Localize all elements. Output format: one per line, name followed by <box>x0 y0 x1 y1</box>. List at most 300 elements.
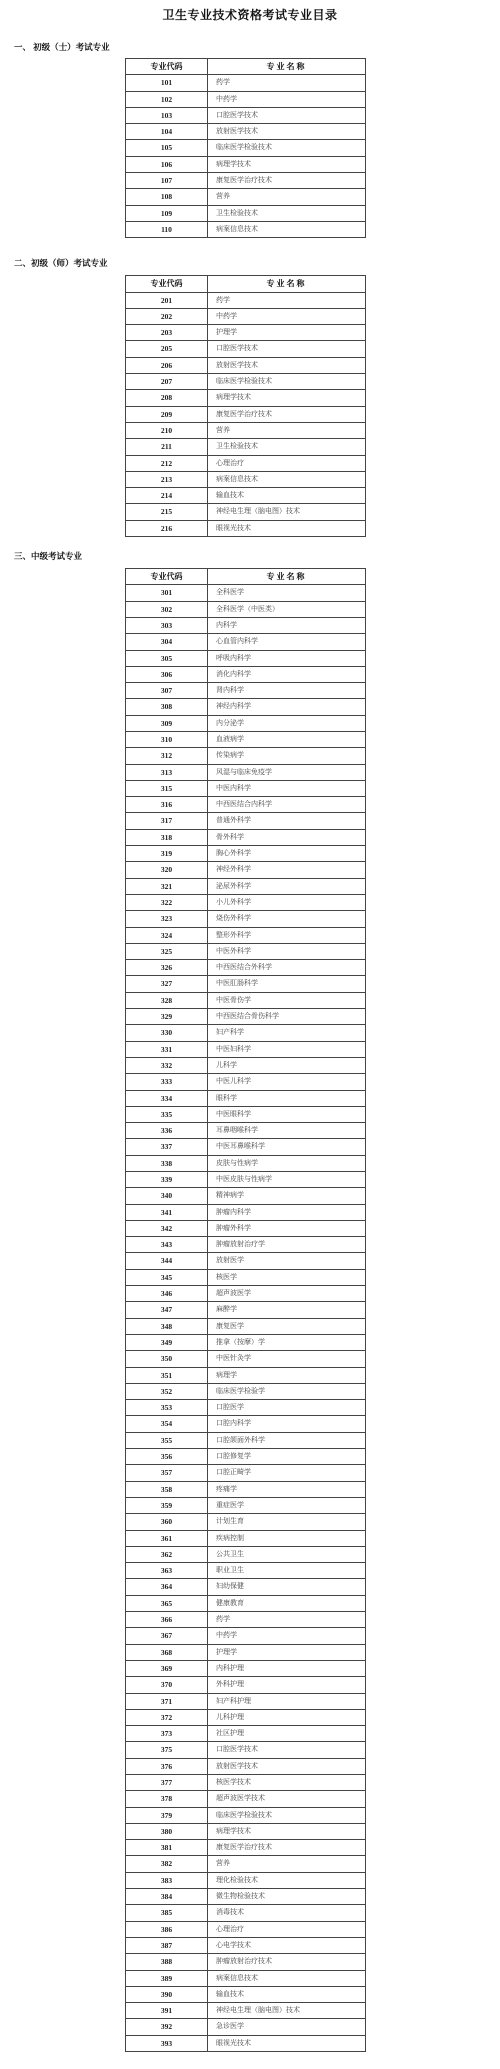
specialty-name-cell: 临床医学检验技术 <box>216 1810 272 1819</box>
specialty-code-cell: 312 <box>126 748 208 763</box>
specialty-code-cell: 373 <box>126 1726 208 1741</box>
specialty-name-cell: 护理学 <box>216 1647 237 1656</box>
specialty-code-cell: 323 <box>126 911 208 926</box>
table-row <box>126 1514 365 1530</box>
specialty-code-cell: 370 <box>126 1677 208 1692</box>
specialty-name-cell: 卫生检验技术 <box>216 208 258 217</box>
table-row <box>126 1791 365 1807</box>
specialty-code-cell: 382 <box>126 1856 208 1871</box>
specialty-name-cell: 口腔正畸学 <box>216 1468 251 1477</box>
table-row <box>126 1710 365 1726</box>
specialty-name-cell: 口腔医学技术 <box>216 110 258 119</box>
table-header-row <box>126 59 365 75</box>
specialty-name-cell: 肿瘤放射治疗学 <box>216 1240 265 1249</box>
specialty-name-cell: 口腔医学技术 <box>216 344 258 353</box>
specialty-code-cell: 109 <box>126 206 208 221</box>
specialty-code-cell: 328 <box>126 993 208 1008</box>
specialty-name-cell: 肾内科学 <box>216 686 244 695</box>
specialty-name-cell: 超声波医学技术 <box>216 1794 265 1803</box>
specialty-code-cell: 366 <box>126 1612 208 1627</box>
specialty-name-cell: 公共卫生 <box>216 1549 244 1558</box>
table-row <box>126 797 365 813</box>
specialty-name-cell: 推拿（按摩）学 <box>216 1337 265 1346</box>
table-row <box>126 585 365 601</box>
table-row <box>126 1107 365 1123</box>
specialty-code-cell: 351 <box>126 1368 208 1383</box>
table-row <box>126 1042 365 1058</box>
section-junior-shi-senior <box>0 256 500 537</box>
specialty-name-cell: 风湿与临床免疫学 <box>216 767 272 776</box>
specialty-code-cell: 330 <box>126 1025 208 1040</box>
specialty-name-cell: 卫生检验技术 <box>216 442 258 451</box>
specialty-name-cell: 儿科学 <box>216 1060 237 1069</box>
table-row <box>126 1775 365 1791</box>
specialty-name-cell: 病理学技术 <box>216 1826 251 1835</box>
specialty-code-cell: 209 <box>126 407 208 422</box>
specialty-code-cell: 367 <box>126 1628 208 1643</box>
table-row <box>126 1416 365 1432</box>
table-row <box>126 92 365 108</box>
specialty-name-cell: 眼科学 <box>216 1093 237 1102</box>
specialty-name-cell: 胸心外科学 <box>216 849 251 858</box>
specialty-code-cell: 379 <box>126 1808 208 1823</box>
specialty-name-cell: 神经电生理（脑电图）技术 <box>216 507 300 516</box>
table-row <box>126 1025 365 1041</box>
specialty-name-cell: 急诊医学 <box>216 2022 244 2031</box>
specialty-name-cell: 肿瘤内科学 <box>216 1207 251 1216</box>
specialty-code-cell: 337 <box>126 1139 208 1154</box>
table-row <box>126 1433 365 1449</box>
specialty-name-cell: 职业卫生 <box>216 1566 244 1575</box>
specialty-code-cell: 392 <box>126 2019 208 2034</box>
table-row <box>126 667 365 683</box>
table-row <box>126 407 365 423</box>
specialty-name-cell: 放射医学技术 <box>216 127 258 136</box>
specialty-name-cell: 中西医结合骨伤科学 <box>216 1012 279 1021</box>
table-row <box>126 1938 365 1954</box>
table-row <box>126 748 365 764</box>
table-row <box>126 504 365 520</box>
table-row <box>126 1302 365 1318</box>
table-row <box>126 1563 365 1579</box>
specialty-code-cell: 307 <box>126 683 208 698</box>
specialty-code-cell: 389 <box>126 1971 208 1986</box>
table-row <box>126 293 365 309</box>
table-row <box>126 1694 365 1710</box>
table-row <box>126 993 365 1009</box>
table-row <box>126 1009 365 1025</box>
specialty-code-cell: 353 <box>126 1400 208 1415</box>
specialty-code-cell: 212 <box>126 456 208 471</box>
specialty-name-cell: 眼视光技术 <box>216 2038 251 2047</box>
specialty-code-cell: 308 <box>126 699 208 714</box>
column-header-code: 专业代码 <box>126 59 208 74</box>
specialty-code-cell: 341 <box>126 1205 208 1220</box>
specialty-name-cell: 耳鼻咽喉科学 <box>216 1126 258 1135</box>
column-header-name: 专业名称 <box>266 572 307 582</box>
specialty-name-cell: 内分泌学 <box>216 718 244 727</box>
specialty-name-cell: 麻醉学 <box>216 1305 237 1314</box>
specialty-code-cell: 215 <box>126 504 208 519</box>
table-row <box>126 75 365 91</box>
specialty-code-cell: 354 <box>126 1416 208 1431</box>
specialty-code-cell: 305 <box>126 651 208 666</box>
specialty-code-cell: 319 <box>126 846 208 861</box>
table-header-row <box>126 569 365 585</box>
table-row <box>126 1612 365 1628</box>
table-row <box>126 1139 365 1155</box>
specialty-name-cell: 微生物检验技术 <box>216 1892 265 1901</box>
specialty-code-cell: 381 <box>126 1840 208 1855</box>
table-row <box>126 439 365 455</box>
specialty-name-cell: 康复医学治疗技术 <box>216 176 272 185</box>
table-row <box>126 813 365 829</box>
table-row <box>126 423 365 439</box>
column-header-code: 专业代码 <box>126 276 208 291</box>
specialty-name-cell: 中医骨伤学 <box>216 995 251 1004</box>
table-row <box>126 1319 365 1335</box>
table-row <box>126 157 365 173</box>
specialty-name-cell: 中医内科学 <box>216 783 251 792</box>
specialty-name-cell: 中医皮肤与性病学 <box>216 1175 272 1183</box>
specialty-code-cell: 320 <box>126 862 208 877</box>
table-row <box>126 928 365 944</box>
specialty-code-cell: 352 <box>126 1384 208 1399</box>
specialty-name-cell: 中药学 <box>216 94 237 103</box>
specialty-code-cell: 303 <box>126 618 208 633</box>
section-heading: 三、中级考试专业 <box>14 551 83 562</box>
specialty-name-cell: 超声波医学 <box>216 1289 251 1298</box>
specialty-code-cell: 349 <box>126 1335 208 1350</box>
table-row <box>126 488 365 504</box>
specialty-code-cell: 206 <box>126 358 208 373</box>
specialty-code-cell: 388 <box>126 1954 208 1969</box>
specialty-code-cell: 316 <box>126 797 208 812</box>
specialty-code-cell: 332 <box>126 1058 208 1073</box>
specialty-code-cell: 350 <box>126 1351 208 1366</box>
table-row <box>126 1123 365 1139</box>
specialty-name-cell: 中医眼科学 <box>216 1109 251 1118</box>
table-row <box>126 895 365 911</box>
specialty-name-cell: 核医学 <box>216 1272 237 1281</box>
specialty-code-cell: 318 <box>126 830 208 845</box>
table-row <box>126 765 365 781</box>
specialty-code-cell: 342 <box>126 1221 208 1236</box>
specialty-code-cell: 335 <box>126 1107 208 1122</box>
table-row <box>126 1840 365 1856</box>
table-row <box>126 1856 365 1872</box>
table-row <box>126 1286 365 1302</box>
table-row <box>126 1596 365 1612</box>
specialty-code-cell: 378 <box>126 1791 208 1806</box>
specialty-code-cell: 348 <box>126 1319 208 1334</box>
specialty-code-cell: 207 <box>126 374 208 389</box>
specialty-code-cell: 310 <box>126 732 208 747</box>
table-row <box>126 1824 365 1840</box>
specialty-name-cell: 核医学技术 <box>216 1777 251 1786</box>
section-heading: 一、 初级（士）考试专业 <box>14 42 110 52</box>
specialty-code-cell: 391 <box>126 2003 208 2018</box>
specialty-code-cell: 340 <box>126 1188 208 1203</box>
specialty-code-cell: 361 <box>126 1531 208 1546</box>
specialty-code-cell: 386 <box>126 1922 208 1937</box>
table-row <box>126 374 365 390</box>
specialty-name-cell: 中药学 <box>216 311 237 320</box>
specialty-code-cell: 359 <box>126 1498 208 1513</box>
table-row <box>126 1628 365 1644</box>
specialty-name-cell: 神经电生理（脑电图）技术 <box>216 2006 300 2015</box>
table-row <box>126 862 365 878</box>
specialty-code-cell: 302 <box>126 602 208 617</box>
table-row <box>126 1987 365 2003</box>
table-row <box>126 944 365 960</box>
specialty-name-cell: 儿科护理 <box>216 1712 244 1721</box>
table-row <box>126 879 365 895</box>
table-row <box>126 1368 365 1384</box>
table-row <box>126 1270 365 1286</box>
specialty-code-cell: 334 <box>126 1091 208 1106</box>
column-header-name: 专业名称 <box>266 62 307 71</box>
specialty-name-cell: 神经外科学 <box>216 865 251 874</box>
specialty-code-cell: 216 <box>126 521 208 536</box>
specialty-name-cell: 康复医学治疗技术 <box>216 409 272 418</box>
specialty-name-cell: 眼视光技术 <box>216 523 251 532</box>
specialty-name-cell: 外科护理 <box>216 1680 244 1689</box>
specialty-name-cell: 药学 <box>216 78 230 87</box>
table-row <box>126 2036 365 2052</box>
specialty-name-cell: 神经内科学 <box>216 702 251 711</box>
specialty-code-cell: 375 <box>126 1742 208 1757</box>
specialty-code-cell: 360 <box>126 1514 208 1529</box>
table-row <box>126 1351 365 1367</box>
specialty-name-cell: 病理学技术 <box>216 159 251 168</box>
table-row <box>126 390 365 406</box>
specialty-code-cell: 105 <box>126 140 208 155</box>
specialty-code-cell: 356 <box>126 1449 208 1464</box>
specialty-name-cell: 呼吸内科学 <box>216 653 251 662</box>
table-row <box>126 1922 365 1938</box>
table-row <box>126 781 365 797</box>
specialty-code-cell: 364 <box>126 1579 208 1594</box>
table-row <box>126 1335 365 1351</box>
table-row <box>126 1384 365 1400</box>
specialty-code-cell: 376 <box>126 1759 208 1774</box>
specialty-code-cell: 385 <box>126 1905 208 1920</box>
specialty-code-cell: 371 <box>126 1694 208 1709</box>
table-row <box>126 1074 365 1090</box>
table-row <box>126 2019 365 2035</box>
specialty-name-cell: 中医儿科学 <box>216 1077 251 1086</box>
specialty-name-cell: 营养 <box>216 1859 230 1868</box>
table-row <box>126 1661 365 1677</box>
specialty-name-cell: 整形外科学 <box>216 930 251 939</box>
specialty-name-cell: 中医针灸学 <box>216 1354 251 1363</box>
table-row <box>126 1188 365 1204</box>
table-row <box>126 976 365 992</box>
specialty-code-cell: 213 <box>126 472 208 487</box>
document-title: 卫生专业技术资格考试专业目录 <box>162 8 338 22</box>
specialty-code-cell: 343 <box>126 1237 208 1252</box>
table-row <box>126 1579 365 1595</box>
specialty-code-cell: 368 <box>126 1645 208 1660</box>
table-row <box>126 1449 365 1465</box>
specialty-code-cell: 346 <box>126 1286 208 1301</box>
table-row <box>126 1205 365 1221</box>
table-row <box>126 1905 365 1921</box>
table-row <box>126 521 365 537</box>
table-row <box>126 1742 365 1758</box>
specialty-code-cell: 101 <box>126 75 208 90</box>
specialty-code-cell: 387 <box>126 1938 208 1953</box>
table-row <box>126 189 365 205</box>
table-row <box>126 1221 365 1237</box>
specialty-name-cell: 妇产科护理 <box>216 1696 251 1705</box>
specialty-code-cell: 331 <box>126 1042 208 1057</box>
table-body <box>126 75 365 238</box>
table-row <box>126 1465 365 1481</box>
specialty-name-cell: 药学 <box>216 1615 230 1624</box>
specialty-table <box>125 568 366 2052</box>
specialty-code-cell: 344 <box>126 1253 208 1268</box>
specialty-name-cell: 精神病学 <box>216 1191 244 1200</box>
table-row <box>126 472 365 488</box>
specialty-name-cell: 传染病学 <box>216 751 244 760</box>
table-row <box>126 1954 365 1970</box>
table-body <box>126 585 365 2052</box>
specialty-code-cell: 336 <box>126 1123 208 1138</box>
table-row <box>126 1531 365 1547</box>
specialty-name-cell: 放射医学技术 <box>216 360 258 369</box>
specialty-code-cell: 304 <box>126 634 208 649</box>
specialty-code-cell: 301 <box>126 585 208 600</box>
specialty-code-cell: 205 <box>126 341 208 356</box>
specialty-name-cell: 病理学技术 <box>216 393 251 402</box>
specialty-code-cell: 214 <box>126 488 208 503</box>
table-row <box>126 456 365 472</box>
specialty-code-cell: 347 <box>126 1302 208 1317</box>
specialty-name-cell: 输血技术 <box>216 1989 244 1998</box>
specialty-name-cell: 口腔医学技术 <box>216 1745 258 1754</box>
table-row <box>126 1091 365 1107</box>
specialty-code-cell: 383 <box>126 1873 208 1888</box>
specialty-name-cell: 健康教育 <box>216 1598 244 1607</box>
table-row <box>126 830 365 846</box>
specialty-code-cell: 363 <box>126 1563 208 1578</box>
specialty-table <box>125 58 366 238</box>
specialty-code-cell: 327 <box>126 976 208 991</box>
table-row <box>126 602 365 618</box>
specialty-name-cell: 计划生育 <box>216 1517 244 1526</box>
specialty-code-cell: 338 <box>126 1156 208 1171</box>
table-row <box>126 1759 365 1775</box>
table-row <box>126 732 365 748</box>
table-row <box>126 108 365 124</box>
specialty-code-cell: 345 <box>126 1270 208 1285</box>
specialty-name-cell: 内科护理 <box>216 1663 244 1672</box>
table-row <box>126 716 365 732</box>
table-row <box>126 140 365 156</box>
specialty-code-cell: 106 <box>126 157 208 172</box>
specialty-name-cell: 营养 <box>216 192 230 201</box>
table-row <box>126 1172 365 1188</box>
specialty-name-cell: 药学 <box>216 295 230 304</box>
table-row <box>126 1889 365 1905</box>
specialty-name-cell: 理化检验技术 <box>216 1875 258 1884</box>
specialty-code-cell: 380 <box>126 1824 208 1839</box>
specialty-code-cell: 309 <box>126 716 208 731</box>
specialty-code-cell: 333 <box>126 1074 208 1089</box>
specialty-name-cell: 皮肤与性病学 <box>216 1158 258 1167</box>
specialty-code-cell: 365 <box>126 1596 208 1611</box>
specialty-code-cell: 104 <box>126 124 208 139</box>
specialty-code-cell: 103 <box>126 108 208 123</box>
specialty-code-cell: 322 <box>126 895 208 910</box>
specialty-code-cell: 202 <box>126 309 208 324</box>
specialty-name-cell: 口腔颌面外科学 <box>216 1435 265 1444</box>
specialty-code-cell: 208 <box>126 390 208 405</box>
specialty-name-cell: 消毒技术 <box>216 1908 244 1917</box>
table-row <box>126 911 365 927</box>
specialty-code-cell: 377 <box>126 1775 208 1790</box>
table-row <box>126 651 365 667</box>
specialty-name-cell: 心电学技术 <box>216 1940 251 1949</box>
table-body <box>126 293 365 537</box>
specialty-code-cell: 108 <box>126 189 208 204</box>
specialty-code-cell: 390 <box>126 1987 208 2002</box>
specialty-code-cell: 107 <box>126 173 208 188</box>
specialty-code-cell: 362 <box>126 1547 208 1562</box>
table-row <box>126 206 365 222</box>
specialty-code-cell: 329 <box>126 1009 208 1024</box>
specialty-name-cell: 康复医学 <box>216 1321 244 1330</box>
table-row <box>126 846 365 862</box>
table-row <box>126 222 365 238</box>
column-header-code: 专业代码 <box>126 569 208 584</box>
specialty-code-cell: 306 <box>126 667 208 682</box>
table-row <box>126 1058 365 1074</box>
table-row <box>126 1808 365 1824</box>
specialty-code-cell: 357 <box>126 1465 208 1480</box>
table-row <box>126 1971 365 1987</box>
specialty-code-cell: 317 <box>126 813 208 828</box>
specialty-code-cell: 393 <box>126 2036 208 2051</box>
specialty-name-cell: 临床医学检验学 <box>216 1386 265 1395</box>
table-row <box>126 1237 365 1253</box>
section-intermediate <box>0 549 500 2052</box>
specialty-name-cell: 内科学 <box>216 620 237 629</box>
table-row <box>126 341 365 357</box>
specialty-name-cell: 肿瘤放射治疗技术 <box>216 1957 272 1966</box>
specialty-name-cell: 口腔内科学 <box>216 1419 251 1428</box>
specialty-name-cell: 全科医学 <box>216 588 244 597</box>
table-row <box>126 2003 365 2019</box>
specialty-name-cell: 肿瘤外科学 <box>216 1223 251 1232</box>
specialty-name-cell: 营养 <box>216 425 230 434</box>
specialty-name-cell: 中医外科学 <box>216 946 251 955</box>
specialty-name-cell: 小儿外科学 <box>216 897 251 906</box>
table-row <box>126 1873 365 1889</box>
table-row <box>126 618 365 634</box>
table-header-row <box>126 276 365 292</box>
table-row <box>126 1253 365 1269</box>
specialty-code-cell: 372 <box>126 1710 208 1725</box>
specialty-name-cell: 输血技术 <box>216 491 244 500</box>
specialty-name-cell: 疾病控制 <box>216 1533 244 1542</box>
specialty-code-cell: 210 <box>126 423 208 438</box>
specialty-name-cell: 护理学 <box>216 328 237 337</box>
specialty-table <box>125 275 366 537</box>
specialty-code-cell: 326 <box>126 960 208 975</box>
